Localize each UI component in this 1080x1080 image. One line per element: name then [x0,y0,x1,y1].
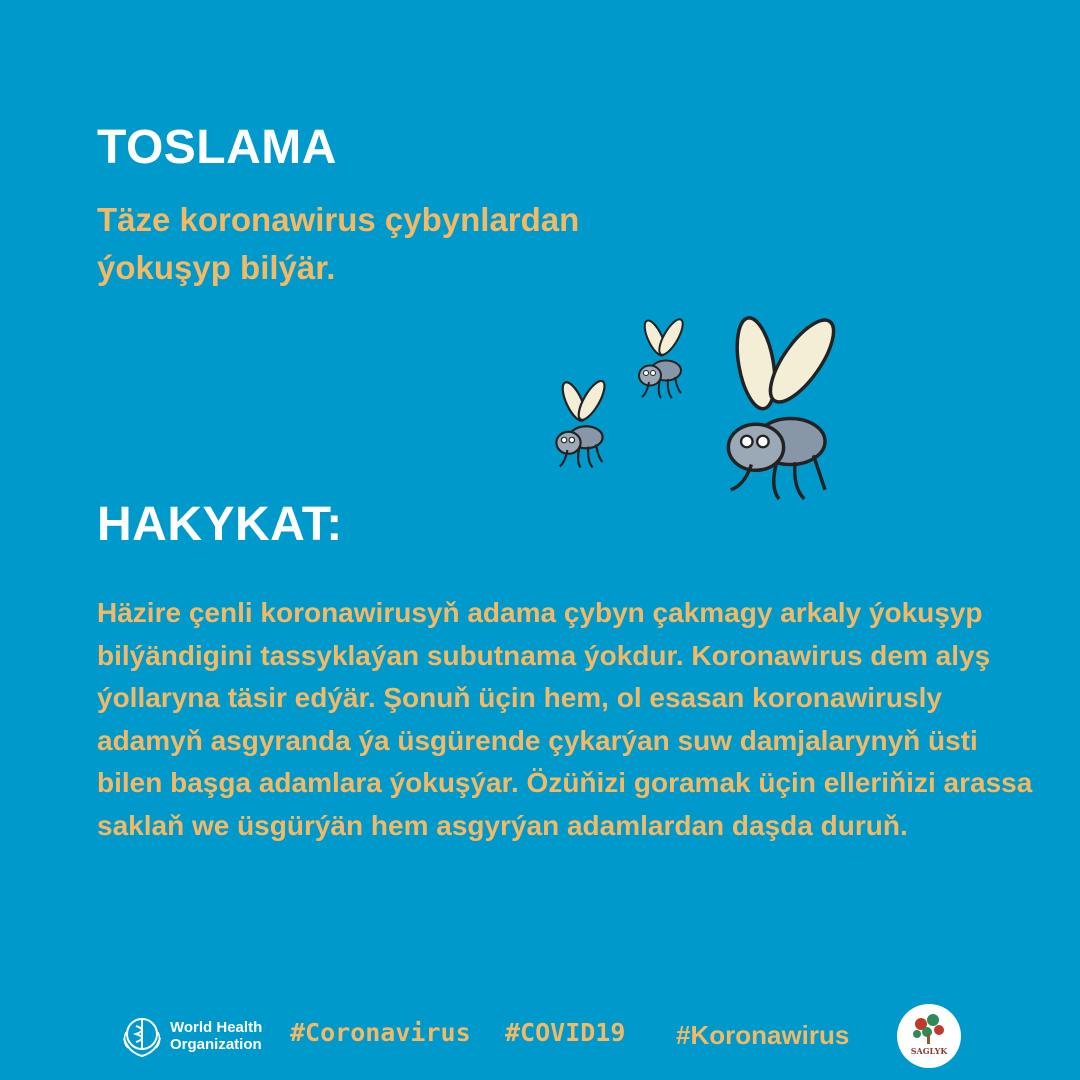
fact-title: HAKYKAT: [97,498,343,551]
myth-title: TOSLAMA [97,121,337,174]
myth-text: Täze koronawirus çybynlardan ýokuşyp bilýär. [97,201,580,286]
hashtag-koronawirus: #Koronawirus [676,1020,850,1050]
saglyk-logo [897,1004,961,1068]
who-name: World Health Organization [170,1019,263,1053]
mosquito-icon [556,377,609,467]
saglyk-label: SAGLYK [910,1046,948,1056]
mosquito-illustration [540,315,880,515]
mosquito-icon [728,315,844,499]
who-logo [118,1012,262,1060]
who-emblem-icon [118,1012,166,1060]
mosquito-icon [639,316,687,398]
hashtag-covid19: #COVID19 [505,1018,626,1047]
hashtag-coronavirus: #Coronavirus [290,1018,471,1047]
fact-text: Häzire çenli koronawirusyň adama çybyn çakmagy arkaly ýokuşyp bilýändigini tassyklaýan subutnama ýokdur. Koronawirus dem alyş ýollaryna täsir edýär. Şonuň üçin hem, ol esasan koronawirusly adamyň asgyranda ýa üsgürende çykarýan suw damjalarynyň üsti bilen başga adamlara ýokuşýar. Özüňizi goramak üçin elleriňizi arassa saklaň we üsgürýän hem asgyrýan adamlardan daşda duruň. [97,597,1033,841]
tree-icon [897,1004,961,1068]
